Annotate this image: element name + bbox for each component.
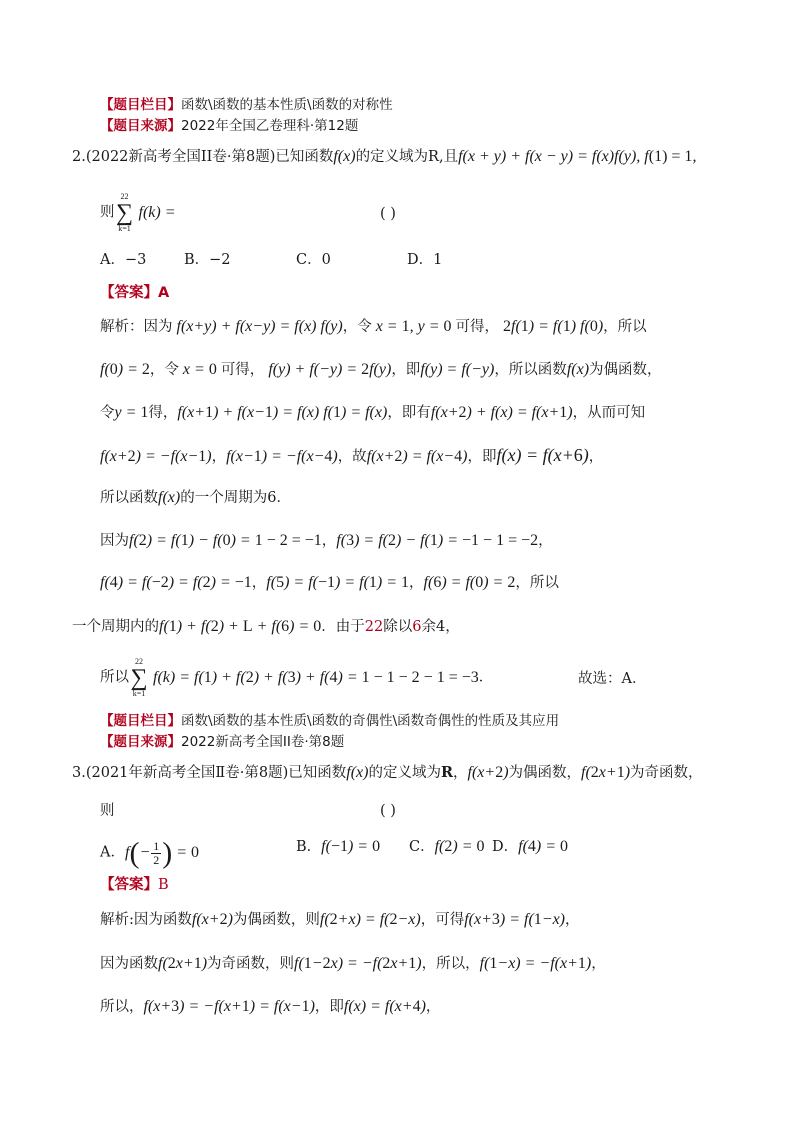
source-label: 【题目来源】 — [100, 118, 181, 134]
q2-column-tag: 【题目栏目】函数\函数的基本性质\函数的奇偶性\函数奇偶性的性质及其应用 — [100, 713, 560, 729]
q2-blank: ( ) — [380, 206, 396, 222]
column-value: 函数\函数的基本性质\函数的对称性 — [181, 97, 393, 113]
q3-option-d: D．f(4) = 0 — [492, 838, 569, 855]
q3-sol-line-3: 所以，f(x+3) = −f(x+1) = f(x−1)，即f(x) = f(x+4)， — [100, 998, 441, 1015]
q2-option-c: C．0 — [296, 252, 331, 268]
q2-sol-line-4: f(x+2) = −f(x−1)，f(x−1) = −f(x−4)，故f(x+2) = f(x−4)，即f(x) = f(x+6)， — [100, 445, 604, 465]
q1-source-tag — [100, 117, 358, 135]
q3-option-c: C．f(2) = 0 — [409, 838, 485, 855]
q3-then: 则 — [100, 803, 115, 819]
then-label: 则 — [100, 204, 115, 221]
answer-value: A — [158, 285, 170, 301]
sigma-icon: 22 ∑ k=1 — [130, 657, 148, 698]
q2-sol-line-6: 因为f(2) = f(1) − f(0) = 1 − 2 = −1，f(3) = f(2) − f(1) = −1 − 1 = −2， — [100, 532, 553, 549]
stem-prefix: (2022新高考全国II卷·第8题)已知函数 — [85, 149, 334, 165]
sum-formula: 22 ∑ k=1 f(k) = — [115, 192, 176, 233]
q2-stem — [72, 148, 696, 166]
formula: f(x) — [333, 148, 356, 165]
column-label: 【题目栏目】 — [100, 97, 181, 113]
q3-answer: 【答案】B — [100, 877, 169, 893]
q3-blank: ( ) — [380, 803, 396, 819]
q2-sol-line-2: f(0) = 2，令 x = 0 可得， f(y) + f(−y) = 2f(y)，即f(y) = f(−y)，所以函数f(x)为偶函数， — [100, 361, 662, 378]
answer-label: 【答案】 — [100, 285, 158, 301]
q2-sol-line-3: 令y = 1得，f(x+1) + f(x−1) = f(x) f(1) = f(x)，即有f(x+2) + f(x) = f(x+1)，从而可知 — [100, 404, 646, 421]
q3-stem: 3.(2021年新高考全国Ⅱ卷·第8题)已知函数f(x)的定义域为R，f(x+2)为偶函数，f(2x+1)为奇函数， — [72, 764, 703, 781]
q2-sol-line-8: 一个周期内的f(1) + f(2) + L + f(6) = 0．由于22除以6余4， — [72, 618, 460, 635]
q2-sol-line-9: 所以 22 ∑ k=1 f(k) = f(1) + f(2) + f(3) + f(4) = 1 − 1 − 2 − 1 = −3． — [100, 657, 494, 698]
q1-column-tag — [100, 96, 393, 114]
q2-source-tag: 【题目来源】2022新高考全国II卷·第8题 — [100, 734, 345, 750]
q2-pick: 故选：A． — [578, 671, 647, 687]
q3-option-a: A．f(− $\frac{1}{2}$ ) = 0 — [100, 836, 200, 869]
q2-option-b: B．−2 — [184, 252, 231, 268]
formula: f(x + y) + f(x − y) = f(x)f(y), f(1) = 1, — [458, 148, 697, 165]
q2-answer — [100, 284, 169, 302]
q3-sol-line-1: 解析:因为函数f(x+2)为偶函数，则f(2+x) = f(2−x)，可得f(x+3) = f(1−x)， — [100, 911, 580, 928]
q3-option-b: B．f(−1) = 0 — [296, 838, 381, 855]
q3-sol-line-2: 因为函数f(2x+1)为奇函数，则f(1−2x) = −f(2x+1)，所以，f(1−x) = −f(x+1)， — [100, 955, 606, 972]
source-value: 2022年全国乙卷理科·第12题 — [181, 118, 359, 134]
q2-sol-line-5: 所以函数f(x)的一个周期为6． — [100, 489, 291, 506]
question-number: 2. — [72, 149, 86, 165]
q2-sol-line-7: f(4) = f(−2) = f(2) = −1，f(5) = f(−1) = f(1) = 1，f(6) = f(0) = 2，所以 — [100, 574, 559, 591]
q2-stem-sum — [100, 192, 176, 233]
stem-mid: 的定义域为R,且 — [355, 149, 459, 165]
q2-option-a: A．−3 — [100, 252, 147, 268]
q2-sol-line-1: 解析：因为 f(x+y) + f(x−y) = f(x) f(y)，令 x = 1, y = 0 可得， 2f(1) = f(1) f(0)，所以 — [100, 318, 647, 335]
sigma-icon: 22 ∑ k=1 — [115, 192, 134, 233]
q2-option-d: D．1 — [407, 252, 443, 268]
